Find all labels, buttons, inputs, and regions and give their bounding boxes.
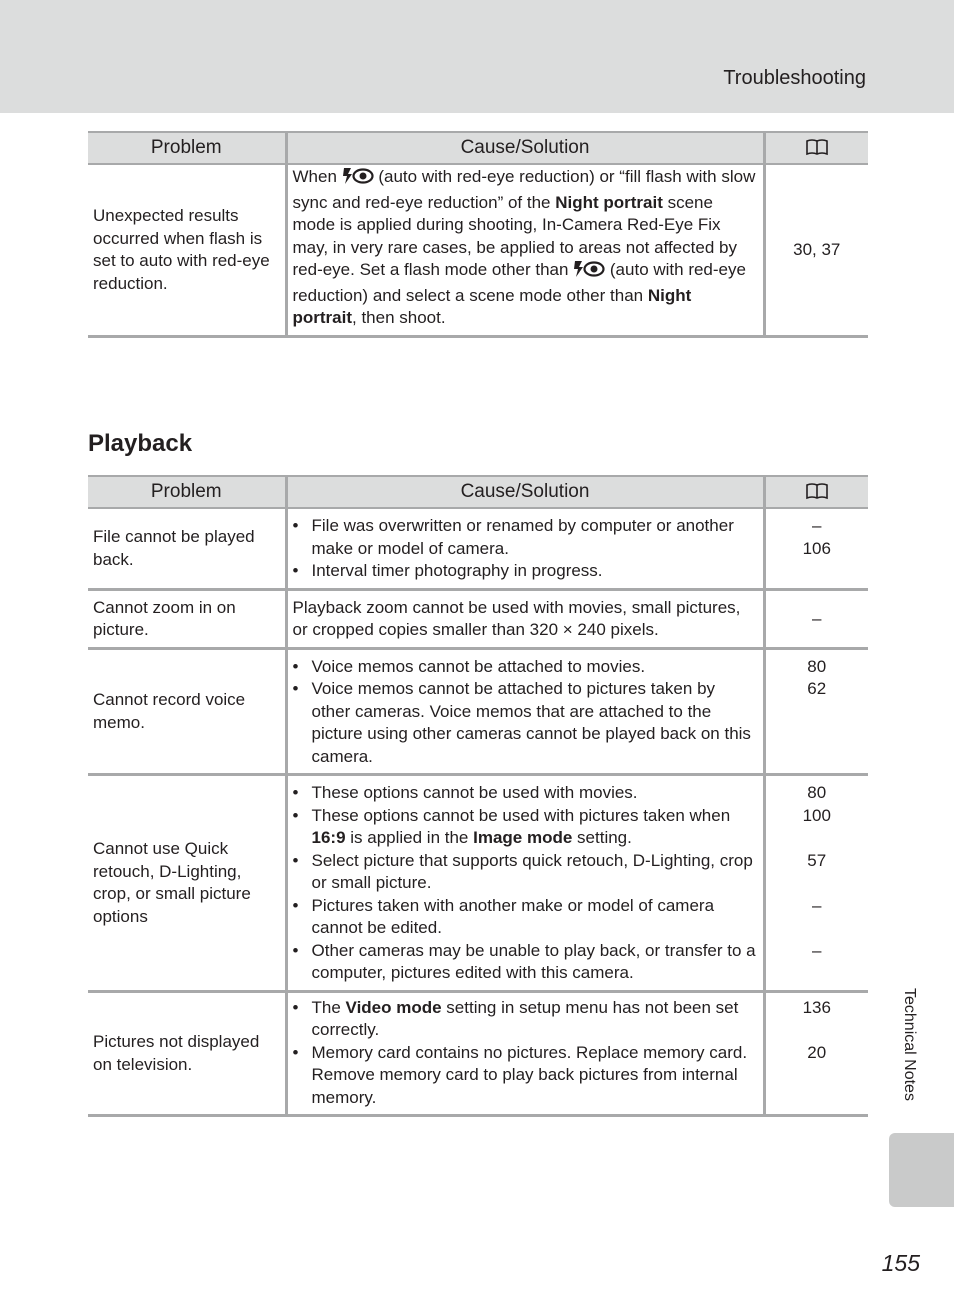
problem-column-header: Problem xyxy=(88,132,286,164)
problem-cell: Cannot record voice memo. xyxy=(88,648,286,775)
flash-red-eye-icon xyxy=(573,260,605,285)
bullet-text: is applied in the xyxy=(345,828,474,847)
reference-value: 106 xyxy=(802,538,831,558)
bullet-text: Interval timer photography in progress. xyxy=(311,561,603,580)
reference-cell xyxy=(764,775,868,992)
bullet-text: File was overwritten or renamed by computer or another make or model of camera. xyxy=(311,516,734,558)
image-mode-label: Image mode xyxy=(473,828,573,847)
reference-value: – xyxy=(812,940,822,960)
night-portrait-label: Night portrait xyxy=(292,285,692,327)
problem-cell: File cannot be played back. xyxy=(88,508,286,589)
reference-value: 100 xyxy=(802,805,831,825)
reference-cell xyxy=(764,508,868,589)
bullet-text: The xyxy=(311,997,346,1017)
table-row xyxy=(88,991,868,1116)
bullet: • xyxy=(292,940,299,960)
list-item xyxy=(292,850,758,895)
solution-cell xyxy=(286,648,764,775)
reference-spacer xyxy=(771,917,864,940)
list-item xyxy=(292,1042,758,1110)
bullet: • xyxy=(292,895,299,915)
bullet: • xyxy=(292,850,299,870)
reference-value: 62 xyxy=(807,679,827,698)
bullet-text: Select picture that supports quick retouch, D-Lighting, crop or small picture. xyxy=(311,850,753,892)
reference-value: – xyxy=(812,895,822,915)
bullet: • xyxy=(292,783,299,802)
reference-cell: 30, 37 xyxy=(764,164,868,336)
list-item xyxy=(292,895,758,940)
list-item xyxy=(292,678,758,768)
aspect-ratio-label: 16:9 xyxy=(311,828,346,847)
table-header-row xyxy=(88,132,868,164)
table-row xyxy=(88,648,868,775)
flash-troubleshooting-table xyxy=(88,131,868,338)
bullet-text: setting. xyxy=(572,828,632,847)
running-header-title: Troubleshooting xyxy=(723,67,866,89)
solution-text: When xyxy=(292,167,342,186)
side-section-label xyxy=(898,988,918,1118)
bullet: • xyxy=(292,656,299,676)
list-item xyxy=(292,997,758,1042)
reference-cell xyxy=(764,648,868,775)
bullet: • xyxy=(292,805,299,825)
problem-cell: Cannot use Quick retouch, D-Lighting, crop, or small picture options xyxy=(88,775,286,992)
bullet-text: Memory card contains no pictures. Replace memory card. Remove memory card to play back pictures from internal memory. xyxy=(311,1042,748,1107)
table-row xyxy=(88,164,868,336)
playback-troubleshooting-table xyxy=(88,475,868,1117)
reference-spacer xyxy=(771,872,864,895)
night-portrait-label: Night portrait xyxy=(555,192,663,212)
bullet-text: Pictures taken with another make or model of camera cannot be edited. xyxy=(311,895,715,937)
reference-spacer xyxy=(771,1019,864,1042)
reference-cell xyxy=(764,991,868,1116)
solution-column-header: Cause/Solution xyxy=(286,132,764,164)
page-number: 155 xyxy=(881,1250,920,1276)
problem-column-header: Problem xyxy=(88,476,286,508)
reference-cell: – xyxy=(764,589,868,648)
reference-value: 80 xyxy=(807,656,827,676)
video-mode-label: Video mode xyxy=(345,997,442,1017)
solution-cell: Playback zoom cannot be used with movies, small pictures, or cropped copies smaller than 320 × 240 pixels. xyxy=(286,589,764,648)
book-reference-icon xyxy=(805,483,829,500)
bullet-text: Other cameras may be unable to play back, or transfer to a computer, pictures edited with this camera. xyxy=(311,940,756,982)
list-item xyxy=(292,515,758,560)
table-header-row xyxy=(88,476,868,508)
reference-value: 80 xyxy=(807,783,827,802)
bullet: • xyxy=(292,516,299,535)
solution-cell xyxy=(286,991,764,1116)
book-reference-icon xyxy=(805,139,829,156)
solution-text: (auto with red-eye reduction) or “fill flash with slow sync and red-eye reduction” of the xyxy=(292,167,756,212)
solution-text: , then shoot. xyxy=(352,308,446,327)
reference-value: 136 xyxy=(802,997,831,1017)
bullet-text: These options cannot be used with pictures taken when xyxy=(311,805,731,825)
list-item xyxy=(292,656,758,679)
bullet-text: Voice memos cannot be attached to movies. xyxy=(311,656,646,676)
reference-value: 20 xyxy=(807,1042,827,1062)
bullet: • xyxy=(292,1042,299,1062)
table-row xyxy=(88,589,868,648)
problem-cell: Pictures not displayed on television. xyxy=(88,991,286,1116)
bullet: • xyxy=(292,679,299,698)
reference-value: – xyxy=(812,516,822,535)
bullet-text: Voice memos cannot be attached to pictures taken by other cameras. Voice memos that are attached to the picture using other cameras cannot be played back on this camera. xyxy=(311,679,751,766)
bullet-text: setting in setup menu has not been set correctly. xyxy=(311,997,739,1039)
table-row xyxy=(88,775,868,992)
reference-value: 57 xyxy=(807,850,827,870)
problem-cell: Unexpected results occurred when flash is set to auto with red-eye reduction. xyxy=(88,164,286,336)
list-item xyxy=(292,782,758,805)
reference-column-header xyxy=(764,476,868,508)
solution-cell xyxy=(286,775,764,992)
solution-cell xyxy=(286,164,764,336)
flash-red-eye-icon xyxy=(342,167,374,192)
solution-text: scene mode is applied during shooting, In-Camera Red-Eye Fix may, in very rare cases, be applied to areas not affected by red-eye. Set a flash mode other than xyxy=(292,192,737,279)
reference-column-header xyxy=(764,132,868,164)
solution-text: (auto with red-eye reduction) and select a scene mode other than xyxy=(292,260,746,305)
header-band xyxy=(0,0,954,113)
section-tab xyxy=(889,1133,954,1207)
solution-column-header: Cause/Solution xyxy=(286,476,764,508)
table-row xyxy=(88,508,868,589)
list-item xyxy=(292,940,758,985)
bullet-text: These options cannot be used with movies. xyxy=(311,783,638,802)
bullet: • xyxy=(292,561,299,580)
reference-spacer xyxy=(771,827,864,850)
problem-cell: Cannot zoom in on picture. xyxy=(88,589,286,648)
solution-cell xyxy=(286,508,764,589)
list-item xyxy=(292,560,758,583)
side-label-text: Technical Notes xyxy=(901,988,918,1101)
bullet: • xyxy=(292,997,299,1017)
list-item xyxy=(292,805,758,850)
section-title-playback: Playback xyxy=(88,430,193,457)
